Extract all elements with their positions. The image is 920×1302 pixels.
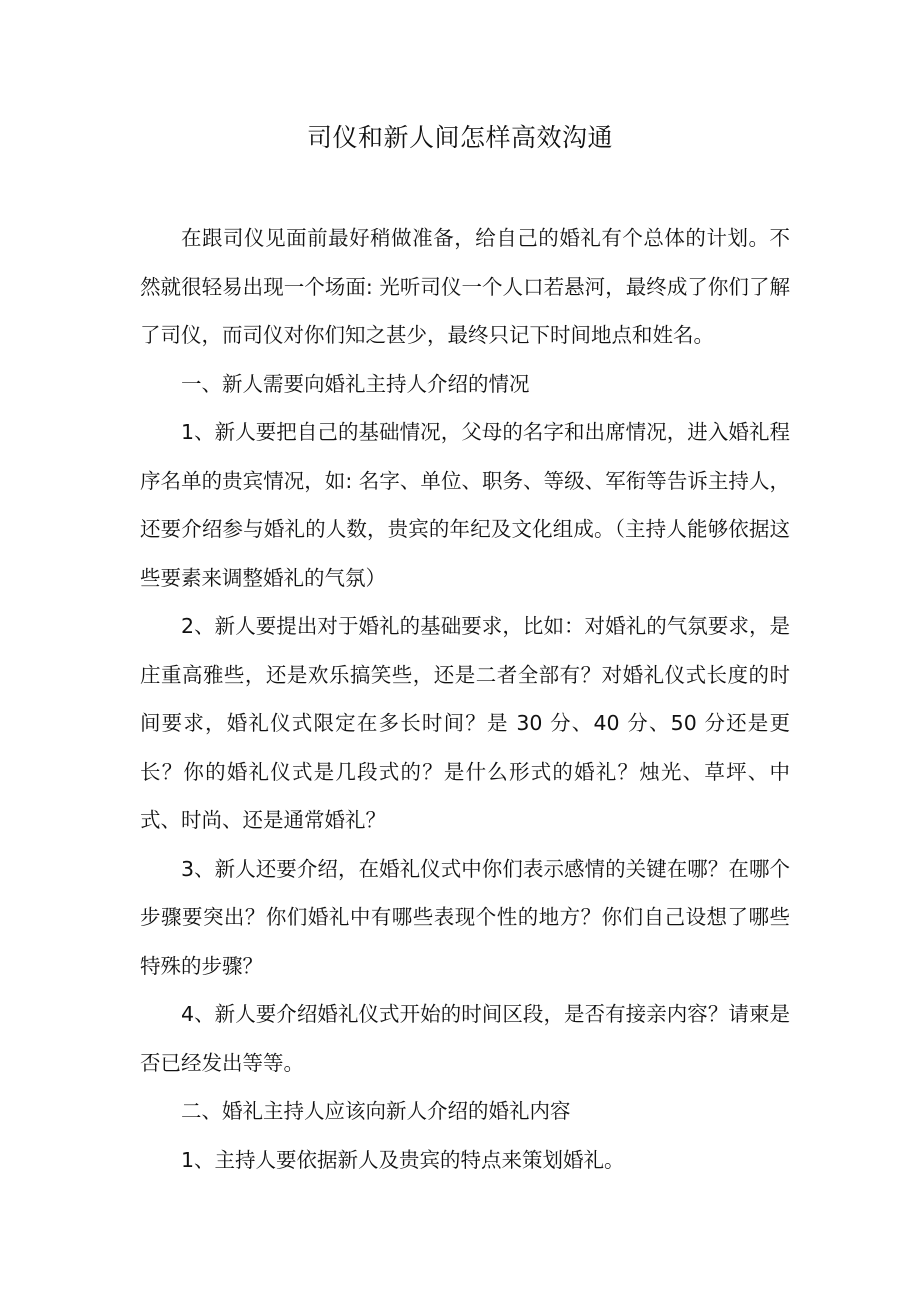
intro-paragraph: 在跟司仪见面前最好稍做准备，给自己的婚礼有个总体的计划。不然就很轻易出现一个场面: 光听司仪一个人口若悬河，最终成了你们了解了司仪，而司仪对你们知之甚少，最终只记下时间地点和姓名。 [140,226,790,347]
section-heading-1: 一、新人需要向婚礼主持人介绍的情况 [181,371,530,396]
section-1-item-4: 4、新人要介绍婚礼仪式开始的时间区段，是否有接亲内容？请柬是否已经发出等等。 [140,1002,790,1075]
document-title: 司仪和新人间怎样高效沟通 [306,123,613,152]
document-body [140,214,790,1184]
section-1-item-1: 1、新人要把自己的基础情况，父母的名字和出席情况，进入婚礼程序名单的贵宾情况，如: 名字、单位、职务、等级、军衔等告诉主持人，还要介绍参与婚礼的人数，贵宾的年纪及文化组成。（主持人能够依据这些要素来调整婚礼的气氛） [140,420,790,590]
section-1-item-2: 2、新人要提出对于婚礼的基础要求，比如：对婚礼的气氛要求，是庄重高雅些，还是欢乐搞笑些，还是二者全部有？对婚礼仪式长度的时间要求，婚礼仪式限定在多长时间？是 30 分、40 分、50 分还是更长？你的婚礼仪式是几段式的？是什么形式的婚礼？烛光、草坪、中式、时尚、还是通常婚礼？ [140,614,790,832]
section-2-item-1: 1、主持人要依据新人及贵宾的特点来策划婚礼。 [181,1147,625,1172]
section-heading-2: 二、婚礼主持人应该向新人介绍的婚礼内容 [181,1099,571,1123]
section-1-item-3: 3、新人还要介绍，在婚礼仪式中你们表示感情的关键在哪？在哪个步骤要突出？你们婚礼中有哪些表现个性的地方？你们自己设想了哪些特殊的步骤？ [140,856,790,978]
